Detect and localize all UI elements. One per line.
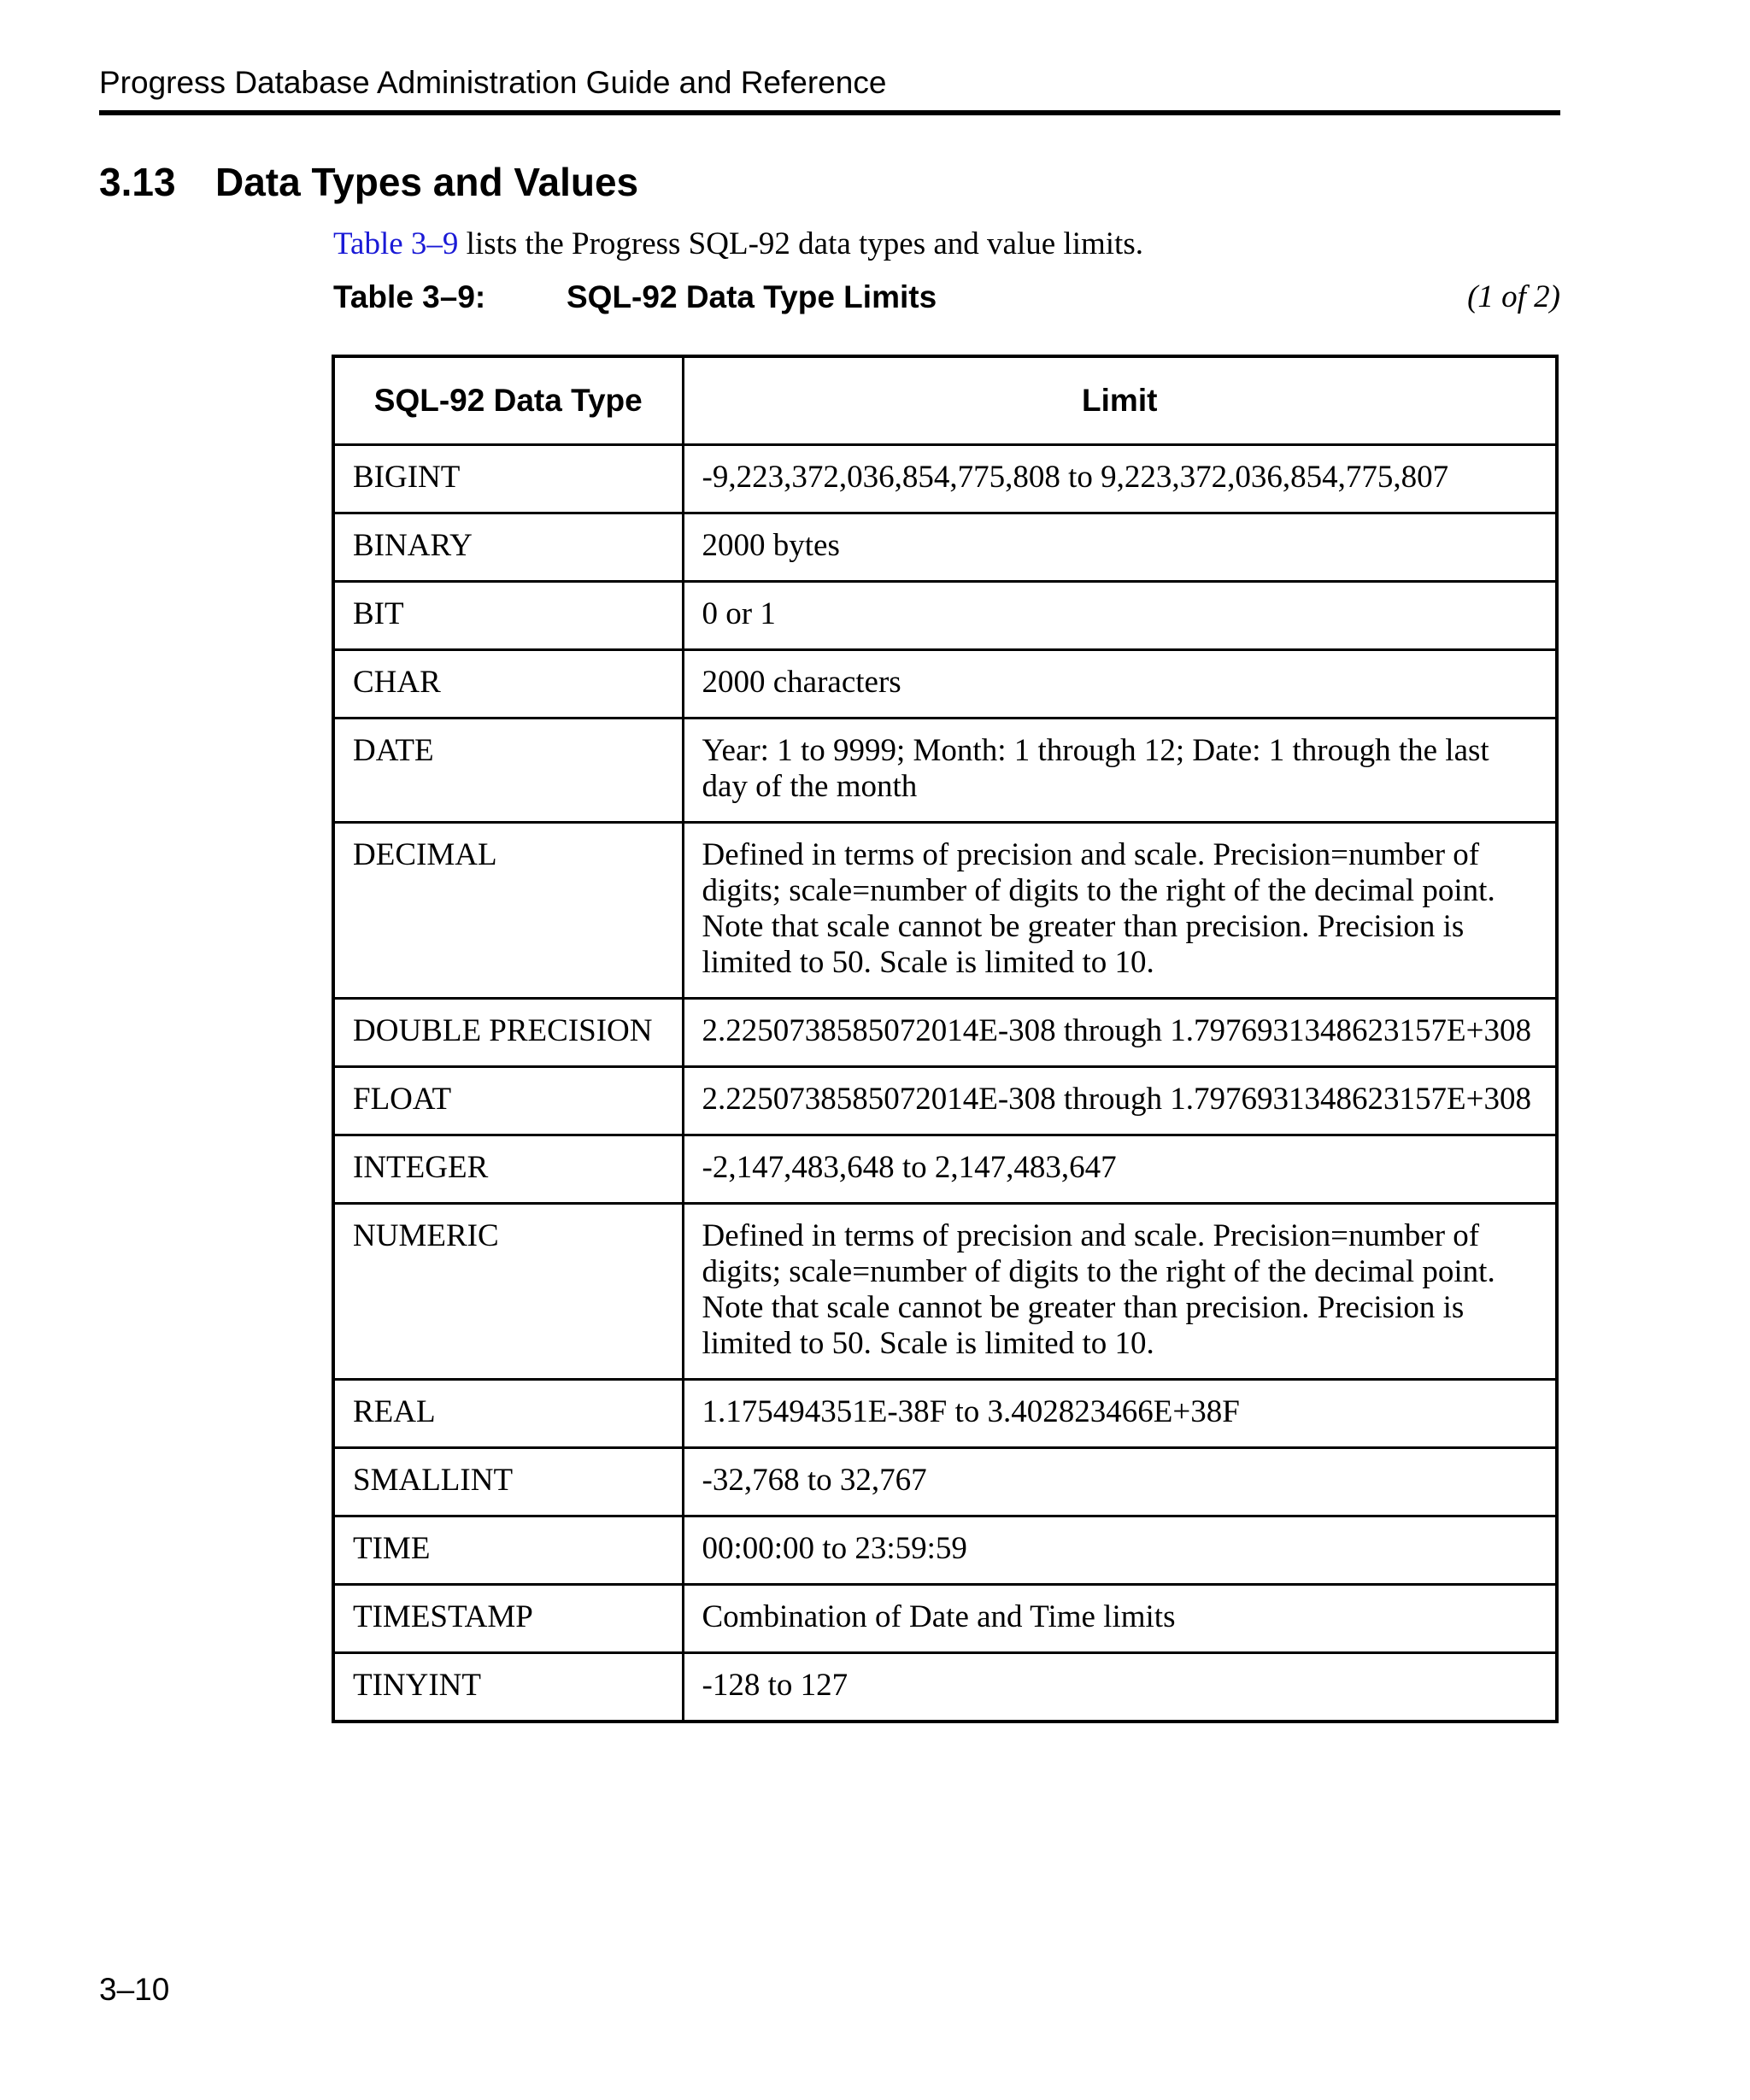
section-heading (99, 162, 638, 202)
table-row (333, 1380, 1557, 1448)
data-type-cell: BINARY (333, 513, 683, 582)
table-row (333, 1448, 1557, 1516)
data-type-cell: TIME (333, 1516, 683, 1585)
table-row (333, 650, 1557, 719)
table-row (333, 1585, 1557, 1653)
data-type-cell: TINYINT (333, 1653, 683, 1722)
page-number: 3–10 (99, 1972, 170, 2007)
table-caption-label: Table 3–9: (333, 279, 486, 314)
data-type-cell: NUMERIC (333, 1204, 683, 1380)
column-header-data-type: SQL-92 Data Type (333, 356, 683, 445)
limit-cell: 1.175494351E-38F to 3.402823466E+38F (683, 1380, 1557, 1448)
limit-cell: 2.2250738585072014E-308 through 1.7976931348623157E+308 (683, 999, 1557, 1067)
table-row (333, 1135, 1557, 1204)
table-caption (333, 279, 1560, 316)
table-row (333, 513, 1557, 582)
limit-cell: Defined in terms of precision and scale. Precision=number of digits; scale=number of digits to the right of the decimal point. Note that scale cannot be greater than precision. Precision is limited to 50. Scale is limited to 10. (683, 823, 1557, 999)
limit-cell: 2000 bytes (683, 513, 1557, 582)
table-header-row (333, 356, 1557, 445)
data-type-cell: DECIMAL (333, 823, 683, 999)
data-type-cell: SMALLINT (333, 1448, 683, 1516)
limit-cell: 2000 characters (683, 650, 1557, 719)
data-type-cell: INTEGER (333, 1135, 683, 1204)
table-row (333, 719, 1557, 823)
table-caption-title: SQL-92 Data Type Limits (567, 279, 937, 314)
running-header: Progress Database Administration Guide and Reference (99, 65, 887, 100)
header-rule (99, 110, 1560, 115)
data-type-cell: FLOAT (333, 1067, 683, 1135)
column-header-limit: Limit (683, 356, 1557, 445)
table-row (333, 445, 1557, 513)
limit-cell: 0 or 1 (683, 582, 1557, 650)
data-type-cell: BIGINT (333, 445, 683, 513)
data-type-cell: DOUBLE PRECISION (333, 999, 683, 1067)
limit-cell: 2.2250738585072014E-308 through 1.7976931348623157E+308 (683, 1067, 1557, 1135)
limit-cell: Year: 1 to 9999; Month: 1 through 12; Date: 1 through the last day of the month (683, 719, 1557, 823)
section-title: Data Types and Values (215, 160, 639, 204)
table-row (333, 823, 1557, 999)
data-type-cell: TIMESTAMP (333, 1585, 683, 1653)
limit-cell: 00:00:00 to 23:59:59 (683, 1516, 1557, 1585)
limit-cell: -2,147,483,648 to 2,147,483,647 (683, 1135, 1557, 1204)
intro-text: lists the Progress SQL-92 data types and value limits. (458, 226, 1143, 261)
table-caption-part: (1 of 2) (1467, 279, 1560, 314)
table-cross-reference-link[interactable]: Table 3–9 (333, 226, 459, 261)
table-row (333, 1653, 1557, 1722)
data-type-cell: BIT (333, 582, 683, 650)
table-row (333, 582, 1557, 650)
limit-cell: -128 to 127 (683, 1653, 1557, 1722)
table-row (333, 1067, 1557, 1135)
limit-cell: -32,768 to 32,767 (683, 1448, 1557, 1516)
section-number: 3.13 (99, 160, 176, 204)
table-row (333, 1516, 1557, 1585)
data-type-cell: DATE (333, 719, 683, 823)
data-type-cell: REAL (333, 1380, 683, 1448)
limit-cell: Defined in terms of precision and scale. Precision=number of digits; scale=number of digits to the right of the decimal point. Note that scale cannot be greater than precision. Precision is limited to 50. Scale is limited to 10. (683, 1204, 1557, 1380)
data-type-cell: CHAR (333, 650, 683, 719)
limit-cell: Combination of Date and Time limits (683, 1585, 1557, 1653)
data-type-limits-table (332, 355, 1559, 1723)
table-row (333, 999, 1557, 1067)
limit-cell: -9,223,372,036,854,775,808 to 9,223,372,036,854,775,807 (683, 445, 1557, 513)
intro-paragraph (333, 226, 1143, 263)
table-row (333, 1204, 1557, 1380)
